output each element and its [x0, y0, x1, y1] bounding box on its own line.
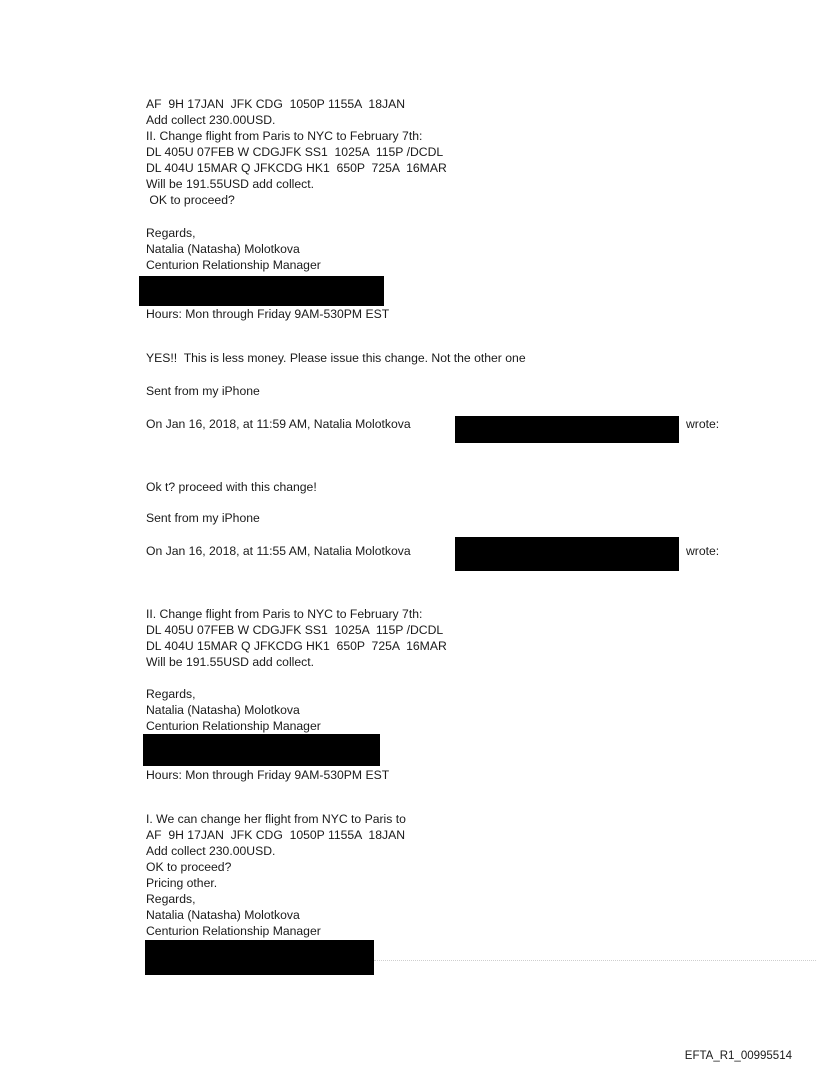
- reply-body: YES!! This is less money. Please issue this change. Not the other one: [146, 351, 526, 365]
- itinerary-line: Add collect 230.00USD.: [146, 113, 276, 127]
- itinerary-line: DL 405U 07FEB W CDGJFK SS1 1025A 115P /DCDL: [146, 145, 444, 159]
- itinerary-line: Pricing other.: [146, 876, 218, 890]
- signature-regards: Regards,: [146, 226, 196, 240]
- itinerary-line: Add collect 230.00USD.: [146, 844, 276, 858]
- signature-name: Natalia (Natasha) Molotkova: [146, 703, 300, 717]
- signature-name: Natalia (Natasha) Molotkova: [146, 908, 300, 922]
- signature-title: Centurion Relationship Manager: [146, 719, 321, 733]
- redaction-box: [143, 734, 380, 766]
- redaction-box: [139, 276, 384, 306]
- signature-hours: Hours: Mon through Friday 9AM-530PM EST: [146, 768, 390, 782]
- itinerary-line: DL 404U 15MAR Q JFKCDG HK1 650P 725A 16MAR: [146, 639, 447, 653]
- itinerary-line: AF 9H 17JAN JFK CDG 1050P 1155A 18JAN: [146, 828, 405, 842]
- quote-header-suffix: wrote:: [686, 544, 720, 558]
- quote-header-suffix: wrote:: [686, 417, 720, 431]
- sent-from-line: Sent from my iPhone: [146, 511, 260, 525]
- divider: [374, 960, 816, 961]
- signature-name: Natalia (Natasha) Molotkova: [146, 242, 300, 256]
- itinerary-line: Will be 191.55USD add collect.: [146, 655, 315, 669]
- redaction-box: [455, 537, 679, 571]
- sent-from-line: Sent from my iPhone: [146, 384, 260, 398]
- signature-regards: Regards,: [146, 687, 196, 701]
- itinerary-line: DL 405U 07FEB W CDGJFK SS1 1025A 115P /DCDL: [146, 623, 444, 637]
- signature-title: Centurion Relationship Manager: [146, 258, 321, 272]
- signature-regards: Regards,: [146, 892, 196, 906]
- quote-header-prefix: On Jan 16, 2018, at 11:59 AM, Natalia Molotkova: [146, 417, 411, 431]
- redaction-box: [455, 416, 679, 443]
- signature-title: Centurion Relationship Manager: [146, 924, 321, 938]
- itinerary-line: II. Change flight from Paris to NYC to February 7th:: [146, 607, 423, 621]
- itinerary-line: AF 9H 17JAN JFK CDG 1050P 1155A 18JAN: [146, 97, 405, 111]
- document-id: EFTA_R1_00995514: [684, 1050, 792, 1062]
- reply-body: Ok t? proceed with this change!: [146, 480, 317, 494]
- itinerary-line: II. Change flight from Paris to NYC to February 7th:: [146, 129, 423, 143]
- itinerary-line: Will be 191.55USD add collect.: [146, 177, 315, 191]
- itinerary-line: OK to proceed?: [146, 193, 235, 207]
- signature-hours: Hours: Mon through Friday 9AM-530PM EST: [146, 307, 390, 321]
- itinerary-line: I. We can change her flight from NYC to Paris to: [146, 812, 406, 826]
- itinerary-line: DL 404U 15MAR Q JFKCDG HK1 650P 725A 16MAR: [146, 161, 447, 175]
- itinerary-line: OK to proceed?: [146, 860, 232, 874]
- redaction-box: [145, 940, 374, 975]
- quote-header-prefix: On Jan 16, 2018, at 11:55 AM, Natalia Molotkova: [146, 544, 411, 558]
